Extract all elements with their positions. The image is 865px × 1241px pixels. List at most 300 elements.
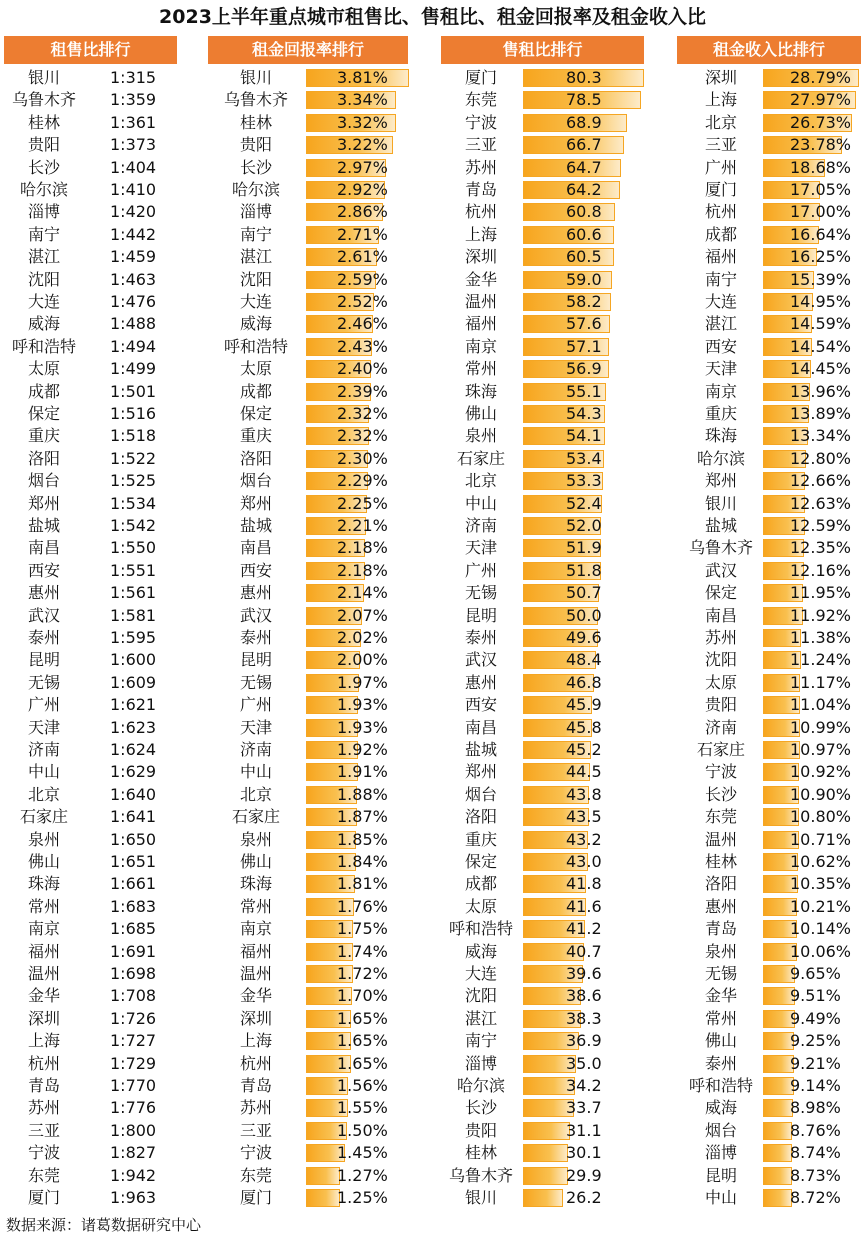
bar-row (0, 963, 865, 985)
city-label: 长沙 (704, 784, 737, 804)
city-label: 石家庄 (696, 740, 745, 759)
city-label: 常州 (239, 896, 272, 916)
city-label: 佛山 (239, 852, 272, 871)
city-label: 洛阳 (27, 448, 60, 468)
data-label: 2.39% (337, 381, 388, 401)
bar-row (0, 358, 865, 380)
ratio-value: 1:776 (110, 1098, 157, 1118)
data-label: 1.87% (337, 807, 388, 827)
city-label: 呼和浩特 (11, 336, 76, 356)
data-label: 16.25% (790, 247, 852, 267)
city-label: 哈尔滨 (456, 1076, 505, 1095)
city-label: 广州 (464, 560, 497, 580)
city-label: 温州 (239, 964, 272, 983)
city-label: 桂林 (27, 112, 60, 132)
city-label: 南宁 (704, 269, 737, 289)
data-label: 26.2 (566, 1188, 602, 1207)
data-label: 15.39% (790, 269, 852, 289)
bar-row (0, 1187, 865, 1209)
ratio-value: 1:488 (110, 314, 157, 334)
city-label: 珠海 (464, 381, 497, 401)
city-label: 保定 (239, 404, 272, 423)
city-label: 惠州 (704, 896, 737, 916)
data-label: 3.32% (337, 112, 388, 132)
data-label: 60.6 (566, 224, 602, 244)
bar-row (0, 1075, 865, 1097)
ratio-value: 1:623 (110, 717, 157, 737)
data-label: 1.91% (337, 762, 388, 782)
data-label: 8.76% (790, 1120, 841, 1140)
ratio-value: 1:942 (110, 1165, 157, 1185)
city-label: 青岛 (704, 919, 737, 939)
city-label: 福州 (704, 247, 737, 267)
bar-row (0, 851, 865, 873)
bar-row (0, 1097, 865, 1119)
bar-row (0, 560, 865, 582)
data-label: 38.6 (566, 986, 602, 1006)
city-label: 南京 (239, 919, 272, 939)
data-label: 10.71% (790, 829, 852, 849)
city-label: 南京 (27, 919, 60, 939)
city-label: 石家庄 (456, 448, 505, 468)
city-label: 武汉 (27, 605, 60, 625)
city-label: 桂林 (464, 1143, 497, 1163)
ratio-value: 1:518 (110, 426, 157, 446)
data-label: 12.16% (790, 560, 852, 580)
bar-row (0, 694, 865, 716)
bar-row (0, 873, 865, 895)
data-label: 41.2 (566, 919, 602, 939)
city-label: 呼和浩特 (688, 1076, 753, 1095)
city-label: 温州 (464, 292, 497, 311)
data-label: 38.3 (566, 1008, 602, 1028)
data-label: 14.54% (790, 336, 852, 356)
city-label: 石家庄 (231, 807, 280, 827)
city-label: 成都 (239, 381, 272, 401)
city-label: 郑州 (704, 471, 737, 491)
bar-row (0, 537, 865, 559)
city-label: 三亚 (704, 135, 737, 155)
city-label: 桂林 (704, 852, 737, 871)
city-label: 三亚 (239, 1120, 272, 1140)
city-label: 中山 (27, 762, 60, 782)
data-label: 1.74% (337, 941, 388, 961)
ratio-value: 1:494 (110, 336, 157, 356)
data-label: 46.8 (566, 672, 602, 692)
city-label: 威海 (239, 314, 272, 334)
bar-row (0, 403, 865, 425)
ratio-value: 1:698 (110, 964, 157, 983)
data-label: 12.35% (790, 538, 852, 558)
city-label: 济南 (27, 740, 60, 759)
city-label: 湛江 (27, 247, 60, 267)
data-label: 43.8 (566, 784, 602, 804)
data-label: 44.5 (566, 762, 602, 782)
ratio-value: 1:551 (110, 560, 157, 580)
bar-row (0, 493, 865, 515)
city-label: 湛江 (704, 314, 737, 334)
data-label: 55.1 (566, 381, 602, 401)
ratio-value: 1:726 (110, 1008, 157, 1028)
city-label: 哈尔滨 (19, 180, 68, 199)
city-label: 苏州 (464, 157, 497, 177)
data-label: 2.21% (337, 516, 388, 535)
bar (763, 1167, 792, 1185)
data-label: 45.2 (566, 740, 602, 759)
city-label: 重庆 (239, 426, 272, 446)
data-label: 17.05% (790, 180, 852, 199)
city-label: 三亚 (464, 135, 497, 155)
bar-row (0, 985, 865, 1007)
data-label: 9.51% (790, 986, 841, 1006)
data-label: 2.25% (337, 493, 388, 513)
city-label: 青岛 (27, 1076, 60, 1095)
data-label: 45.8 (566, 717, 602, 737)
data-label: 14.95% (790, 292, 852, 311)
city-label: 福州 (27, 941, 60, 961)
city-label: 洛阳 (704, 874, 737, 894)
city-label: 南昌 (704, 605, 737, 625)
city-label: 宁波 (704, 762, 737, 782)
city-label: 佛山 (27, 852, 60, 871)
data-label: 43.2 (566, 829, 602, 849)
bar-row (0, 425, 865, 447)
city-label: 银川 (704, 493, 737, 513)
city-label: 苏州 (239, 1098, 272, 1118)
city-label: 无锡 (704, 964, 737, 983)
city-label: 中山 (464, 493, 497, 513)
city-label: 昆明 (704, 1165, 737, 1185)
data-label: 12.66% (790, 471, 852, 491)
data-label: 1.81% (337, 874, 388, 894)
city-label: 金华 (704, 986, 737, 1006)
bar (763, 1077, 794, 1095)
city-label: 洛阳 (464, 807, 497, 827)
data-label: 64.2 (566, 180, 602, 199)
data-label: 1.75% (337, 919, 388, 939)
bar-row (0, 941, 865, 963)
city-label: 南昌 (239, 538, 272, 558)
city-label: 惠州 (464, 672, 497, 692)
city-label: 保定 (704, 583, 737, 603)
data-label: 11.95% (790, 583, 852, 603)
data-label: 26.73% (790, 112, 852, 132)
header-rent-sale-ratio: 租售比排行 (4, 36, 177, 64)
city-label: 深圳 (27, 1008, 60, 1028)
bar-row (0, 67, 865, 89)
data-label: 58.2 (566, 292, 602, 311)
city-label: 东莞 (27, 1165, 60, 1185)
city-label: 太原 (239, 359, 272, 379)
city-label: 沈阳 (27, 269, 60, 289)
data-label: 10.62% (790, 852, 852, 871)
city-label: 济南 (704, 717, 737, 737)
bar-row (0, 918, 865, 940)
data-label: 2.29% (337, 471, 388, 491)
city-label: 成都 (27, 381, 60, 401)
data-label: 50.7 (566, 583, 602, 603)
data-label: 29.9 (566, 1165, 602, 1185)
city-label: 广州 (239, 695, 272, 715)
data-label: 2.61% (337, 247, 388, 267)
ratio-value: 1:410 (110, 180, 157, 199)
city-label: 温州 (704, 829, 737, 849)
ratio-value: 1:685 (110, 919, 157, 939)
city-label: 福州 (464, 314, 497, 334)
city-label: 惠州 (27, 583, 60, 603)
data-label: 11.17% (790, 672, 852, 692)
data-label: 10.21% (790, 896, 852, 916)
data-label: 2.07% (337, 605, 388, 625)
city-label: 贵阳 (704, 695, 737, 715)
city-label: 上海 (27, 1031, 60, 1051)
city-label: 宁波 (464, 112, 497, 132)
data-label: 49.6 (566, 628, 602, 647)
city-label: 西安 (464, 695, 497, 715)
city-label: 宁波 (27, 1143, 60, 1163)
city-label: 贵阳 (464, 1120, 497, 1140)
data-label: 10.80% (790, 807, 852, 827)
city-label: 北京 (464, 471, 497, 491)
city-label: 西安 (27, 560, 60, 580)
data-label: 31.1 (566, 1120, 602, 1140)
city-label: 盐城 (704, 516, 737, 535)
city-label: 湛江 (239, 247, 272, 267)
city-label: 珠海 (239, 874, 272, 894)
city-label: 银川 (239, 68, 272, 87)
ratio-value: 1:963 (110, 1188, 157, 1207)
ratio-value: 1:827 (110, 1143, 157, 1163)
data-label: 78.5 (566, 90, 602, 110)
city-label: 大连 (27, 292, 60, 311)
ratio-value: 1:629 (110, 762, 157, 782)
city-label: 沈阳 (239, 269, 272, 289)
data-label: 11.38% (790, 628, 852, 647)
bar-row (0, 336, 865, 358)
data-label: 3.22% (337, 135, 388, 155)
city-label: 泰州 (27, 628, 60, 647)
bar-row (0, 1053, 865, 1075)
data-label: 17.00% (790, 202, 852, 222)
data-label: 16.64% (790, 224, 852, 244)
data-label: 18.68% (790, 157, 852, 177)
city-label: 金华 (464, 269, 497, 289)
bar-row (0, 761, 865, 783)
city-label: 郑州 (239, 493, 272, 513)
data-label: 41.6 (566, 896, 602, 916)
city-label: 济南 (464, 516, 497, 535)
ratio-value: 1:315 (110, 68, 157, 87)
ratio-value: 1:600 (110, 650, 157, 670)
city-label: 郑州 (464, 762, 497, 782)
data-label: 1.97% (337, 672, 388, 692)
ratio-value: 1:542 (110, 516, 157, 535)
city-label: 大连 (239, 292, 272, 311)
city-label: 成都 (464, 874, 497, 894)
ratio-value: 1:459 (110, 247, 157, 267)
city-label: 重庆 (27, 426, 60, 446)
data-label: 2.97% (337, 157, 388, 177)
city-label: 厦门 (464, 68, 497, 87)
ratio-value: 1:729 (110, 1053, 157, 1073)
city-label: 东莞 (704, 807, 737, 827)
bar (763, 1099, 793, 1117)
data-label: 11.04% (790, 695, 852, 715)
data-label: 1.93% (337, 695, 388, 715)
city-label: 桂林 (239, 112, 272, 132)
city-label: 昆明 (464, 605, 497, 625)
data-label: 43.0 (566, 852, 602, 871)
bar-row (0, 1008, 865, 1030)
data-label: 2.43% (337, 336, 388, 356)
city-label: 温州 (27, 964, 60, 983)
data-label: 52.0 (566, 516, 602, 535)
bar (763, 1189, 792, 1207)
ratio-value: 1:640 (110, 784, 157, 804)
city-label: 烟台 (239, 471, 272, 491)
ratio-value: 1:359 (110, 90, 157, 110)
city-label: 银川 (27, 68, 60, 87)
data-label: 1.45% (337, 1143, 388, 1163)
bar-row (0, 291, 865, 313)
city-label: 南宁 (27, 224, 60, 244)
city-label: 杭州 (464, 202, 497, 222)
bar-row (0, 582, 865, 604)
city-label: 银川 (464, 1188, 497, 1207)
city-label: 西安 (704, 336, 737, 356)
city-label: 泉州 (27, 829, 60, 849)
bar-row (0, 1142, 865, 1164)
city-label: 泉州 (239, 829, 272, 849)
city-label: 乌鲁木齐 (223, 90, 288, 110)
data-label: 30.1 (566, 1143, 602, 1163)
ratio-value: 1:499 (110, 359, 157, 379)
data-label: 66.7 (566, 135, 602, 155)
city-label: 乌鲁木齐 (688, 538, 753, 558)
ratio-value: 1:621 (110, 695, 157, 715)
ratio-value: 1:651 (110, 852, 157, 871)
data-label: 64.7 (566, 157, 602, 177)
city-label: 天津 (27, 717, 60, 737)
city-label: 深圳 (704, 68, 737, 87)
city-label: 呼和浩特 (223, 336, 288, 356)
bar-row (0, 649, 865, 671)
ratio-value: 1:501 (110, 381, 157, 401)
data-label: 60.5 (566, 247, 602, 267)
ratio-value: 1:550 (110, 538, 157, 558)
data-label: 11.92% (790, 605, 852, 625)
city-label: 珠海 (27, 874, 60, 894)
city-label: 长沙 (239, 157, 272, 177)
chart-title: 2023上半年重点城市租售比、售租比、租金回报率及租金收入比 (159, 6, 706, 28)
data-label: 54.1 (566, 426, 602, 446)
ratio-value: 1:561 (110, 583, 157, 603)
data-label: 10.90% (790, 784, 852, 804)
city-label: 沈阳 (704, 650, 737, 670)
data-label: 2.71% (337, 224, 388, 244)
city-label: 威海 (464, 941, 497, 961)
city-label: 哈尔滨 (231, 180, 280, 199)
city-label: 三亚 (27, 1120, 60, 1140)
data-label: 10.06% (790, 941, 852, 961)
city-label: 石家庄 (19, 807, 68, 827)
city-label: 北京 (239, 784, 272, 804)
data-label: 43.5 (566, 807, 602, 827)
data-label: 40.7 (566, 941, 602, 961)
city-label: 淄博 (704, 1143, 737, 1163)
header-sale-rent-ratio: 售租比排行 (441, 36, 644, 64)
city-label: 惠州 (239, 583, 272, 603)
data-label: 56.9 (566, 359, 602, 379)
ratio-value: 1:581 (110, 605, 157, 625)
bar-row (0, 89, 865, 111)
city-label: 深圳 (464, 247, 497, 267)
city-label: 宁波 (239, 1143, 272, 1163)
data-label: 10.14% (790, 919, 852, 939)
city-label: 东莞 (239, 1165, 272, 1185)
data-label: 12.63% (790, 493, 852, 513)
ratio-value: 1:708 (110, 986, 157, 1006)
city-label: 上海 (464, 224, 497, 244)
data-label: 60.8 (566, 202, 602, 222)
city-label: 盐城 (27, 516, 60, 535)
city-label: 烟台 (704, 1120, 737, 1140)
city-label: 常州 (464, 359, 497, 379)
ratio-value: 1:770 (110, 1076, 157, 1095)
city-label: 淄博 (27, 202, 60, 222)
city-label: 湛江 (464, 1008, 497, 1028)
data-label: 1.25% (337, 1188, 388, 1207)
bar-row (0, 134, 865, 156)
data-label: 12.80% (790, 448, 852, 468)
data-label: 1.65% (337, 1053, 388, 1073)
ratio-value: 1:442 (110, 224, 157, 244)
data-label: 1.65% (337, 1031, 388, 1051)
city-label: 盐城 (239, 516, 272, 535)
data-label: 1.92% (337, 740, 388, 759)
bar-row (0, 313, 865, 335)
bar-row (0, 269, 865, 291)
city-label: 泉州 (704, 941, 737, 961)
city-label: 昆明 (239, 650, 272, 670)
data-label: 1.55% (337, 1098, 388, 1118)
data-label: 9.25% (790, 1031, 841, 1051)
data-label: 8.74% (790, 1143, 841, 1163)
data-label: 28.79% (790, 68, 852, 87)
city-label: 成都 (704, 224, 737, 244)
city-label: 青岛 (239, 1076, 272, 1095)
bar-row (0, 246, 865, 268)
header-rental-yield: 租金回报率排行 (208, 36, 408, 64)
city-label: 太原 (464, 896, 497, 916)
data-label: 2.92% (337, 180, 388, 199)
city-label: 保定 (27, 404, 60, 423)
data-label: 14.45% (790, 359, 852, 379)
city-label: 金华 (27, 986, 60, 1006)
data-label: 35.0 (566, 1053, 602, 1073)
ratio-value: 1:522 (110, 448, 157, 468)
bar-row (0, 784, 865, 806)
data-label: 80.3 (566, 68, 602, 87)
city-label: 南昌 (464, 717, 497, 737)
city-label: 郑州 (27, 493, 60, 513)
data-label: 1.88% (337, 784, 388, 804)
city-label: 杭州 (239, 1053, 272, 1073)
city-label: 天津 (704, 359, 737, 379)
city-label: 苏州 (27, 1098, 60, 1118)
city-label: 乌鲁木齐 (11, 90, 76, 110)
bar-row (0, 605, 865, 627)
